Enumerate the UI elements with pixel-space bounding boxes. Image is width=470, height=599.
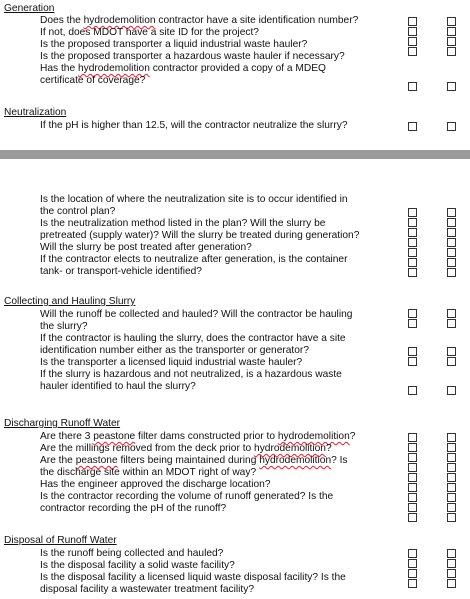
yes-checkbox[interactable] bbox=[408, 357, 417, 366]
question-line: Are the peastone filters being maintained during hydrodemolition? Is bbox=[40, 455, 348, 466]
question-line: Is the proposed transporter a hazardous waste hauler if necessary? bbox=[40, 51, 345, 62]
question-line: If the contractor elects to neutralize after generation, is the container bbox=[40, 254, 348, 265]
no-checkbox[interactable] bbox=[447, 238, 456, 247]
yes-checkbox[interactable] bbox=[408, 559, 417, 568]
question-line: Does the hydrodemolition contractor have a site identification number? bbox=[40, 15, 359, 26]
yes-checkbox[interactable] bbox=[408, 579, 417, 588]
no-checkbox[interactable] bbox=[447, 268, 456, 277]
yes-checkbox[interactable] bbox=[408, 122, 417, 131]
no-checkbox[interactable] bbox=[447, 37, 456, 46]
question-line: Is the runoff being collected and hauled? bbox=[40, 548, 224, 559]
yes-checkbox[interactable] bbox=[408, 47, 417, 56]
question-line: Is the disposal facility a solid waste facility? bbox=[40, 560, 235, 571]
yes-checkbox[interactable] bbox=[408, 258, 417, 267]
page-break-divider bbox=[0, 150, 470, 159]
question-line: If not, does MDOT have a site ID for the project? bbox=[40, 27, 259, 38]
yes-checkbox[interactable] bbox=[408, 248, 417, 257]
no-checkbox[interactable] bbox=[447, 569, 456, 578]
question-block-discharging bbox=[40, 431, 400, 515]
no-checkbox[interactable] bbox=[447, 17, 456, 26]
question-line: contractor recording the pH of the runoff? bbox=[40, 503, 227, 514]
question-line: certificate of coverage? bbox=[40, 75, 146, 86]
question-line: If the contractor is hauling the slurry, does the contractor have a site bbox=[40, 333, 346, 344]
question-line: Is the location of where the neutralization site is to occur identified in bbox=[40, 194, 348, 205]
yes-checkbox[interactable] bbox=[408, 17, 417, 26]
yes-checkbox[interactable] bbox=[408, 208, 417, 217]
question-block-neutralization-continued bbox=[40, 194, 400, 278]
question-line: tank- or transport-vehicle identified? bbox=[40, 266, 202, 277]
yes-checkbox[interactable] bbox=[408, 569, 417, 578]
yes-checkbox[interactable] bbox=[408, 473, 417, 482]
no-checkbox[interactable] bbox=[447, 559, 456, 568]
question-line: Is the neutralization method listed in the plan? Will the slurry be bbox=[40, 218, 326, 229]
question-block-collecting bbox=[40, 309, 400, 393]
yes-checkbox[interactable] bbox=[408, 513, 417, 522]
yes-checkbox[interactable] bbox=[408, 268, 417, 277]
no-checkbox[interactable] bbox=[447, 47, 456, 56]
question-line: Is the contractor recording the volume of runoff generated? Is the bbox=[40, 491, 334, 502]
no-checkbox[interactable] bbox=[447, 386, 456, 395]
question-line: Are there 3 peastone filter dams constructed prior to hydrodemolition? bbox=[40, 431, 356, 442]
yes-checkbox[interactable] bbox=[408, 493, 417, 502]
no-checkbox[interactable] bbox=[447, 319, 456, 328]
yes-checkbox[interactable] bbox=[408, 27, 417, 36]
no-checkbox[interactable] bbox=[447, 483, 456, 492]
no-checkbox[interactable] bbox=[447, 208, 456, 217]
yes-checkbox[interactable] bbox=[408, 549, 417, 558]
question-line: the control plan? bbox=[40, 206, 116, 217]
no-checkbox[interactable] bbox=[447, 579, 456, 588]
no-checkbox[interactable] bbox=[447, 549, 456, 558]
yes-checkbox[interactable] bbox=[408, 37, 417, 46]
no-checkbox[interactable] bbox=[447, 473, 456, 482]
no-checkbox[interactable] bbox=[447, 503, 456, 512]
yes-checkbox[interactable] bbox=[408, 386, 417, 395]
question-line: If the pH is higher than 12.5, will the contractor neutralize the slurry? bbox=[40, 120, 348, 131]
question-block-disposal bbox=[40, 548, 400, 596]
yes-checkbox[interactable] bbox=[408, 319, 417, 328]
question-line: disposal facility a wastewater treatment facility? bbox=[40, 584, 255, 595]
question-line: Is the disposal facility a licensed liquid waste disposal facility? Is the bbox=[40, 572, 346, 583]
question-line: the discharge site within an MDOT right of way? bbox=[40, 467, 257, 478]
no-checkbox[interactable] bbox=[447, 218, 456, 227]
no-checkbox[interactable] bbox=[447, 122, 456, 131]
question-line: pretreated (supply water)? Will the slurry be treated during generation? bbox=[40, 230, 360, 241]
question-line: Is the proposed transporter a liquid industrial waste hauler? bbox=[40, 39, 308, 50]
yes-checkbox[interactable] bbox=[408, 309, 417, 318]
yes-checkbox[interactable] bbox=[408, 347, 417, 356]
yes-checkbox[interactable] bbox=[408, 433, 417, 442]
no-checkbox[interactable] bbox=[447, 493, 456, 502]
no-checkbox[interactable] bbox=[447, 258, 456, 267]
no-checkbox[interactable] bbox=[447, 443, 456, 452]
question-block-neutralization bbox=[40, 120, 400, 132]
no-checkbox[interactable] bbox=[447, 248, 456, 257]
no-checkbox[interactable] bbox=[447, 513, 456, 522]
question-line: Has the hydrodemolition contractor provided a copy of a MDEQ bbox=[40, 63, 326, 74]
no-checkbox[interactable] bbox=[447, 453, 456, 462]
question-block-generation bbox=[40, 15, 400, 87]
yes-checkbox[interactable] bbox=[408, 238, 417, 247]
yes-checkbox[interactable] bbox=[408, 503, 417, 512]
section-heading-disposal: Disposal of Runoff Water bbox=[4, 535, 117, 546]
question-line: Is the transporter a licensed liquid industrial waste hauler? bbox=[40, 357, 303, 368]
section-heading-generation: Generation bbox=[4, 3, 55, 14]
question-line: Are the millings removed from the deck prior to hydrodemolition? bbox=[40, 443, 332, 454]
yes-checkbox[interactable] bbox=[408, 483, 417, 492]
no-checkbox[interactable] bbox=[447, 82, 456, 91]
no-checkbox[interactable] bbox=[447, 27, 456, 36]
yes-checkbox[interactable] bbox=[408, 228, 417, 237]
no-checkbox[interactable] bbox=[447, 228, 456, 237]
yes-checkbox[interactable] bbox=[408, 453, 417, 462]
yes-checkbox[interactable] bbox=[408, 82, 417, 91]
section-heading-neutralization: Neutralization bbox=[4, 107, 67, 118]
yes-checkbox[interactable] bbox=[408, 463, 417, 472]
yes-checkbox[interactable] bbox=[408, 443, 417, 452]
question-line: If the slurry is hazardous and not neutralized, is a hazardous waste bbox=[40, 369, 342, 380]
section-heading-collecting: Collecting and Hauling Slurry bbox=[4, 296, 136, 307]
question-line: hauler identified to haul the slurry? bbox=[40, 381, 196, 392]
question-line: Has the engineer approved the discharge location? bbox=[40, 479, 271, 490]
no-checkbox[interactable] bbox=[447, 433, 456, 442]
question-line: identification number either as the transporter or generator? bbox=[40, 345, 309, 356]
no-checkbox[interactable] bbox=[447, 347, 456, 356]
yes-checkbox[interactable] bbox=[408, 218, 417, 227]
no-checkbox[interactable] bbox=[447, 357, 456, 366]
question-line: Will the runoff be collected and hauled? Will the contractor be hauling bbox=[40, 309, 353, 320]
no-checkbox[interactable] bbox=[447, 463, 456, 472]
question-line: the slurry? bbox=[40, 321, 88, 332]
question-line: Will the slurry be post treated after generation? bbox=[40, 242, 252, 253]
no-checkbox[interactable] bbox=[447, 309, 456, 318]
section-heading-discharging: Discharging Runoff Water bbox=[4, 418, 121, 429]
